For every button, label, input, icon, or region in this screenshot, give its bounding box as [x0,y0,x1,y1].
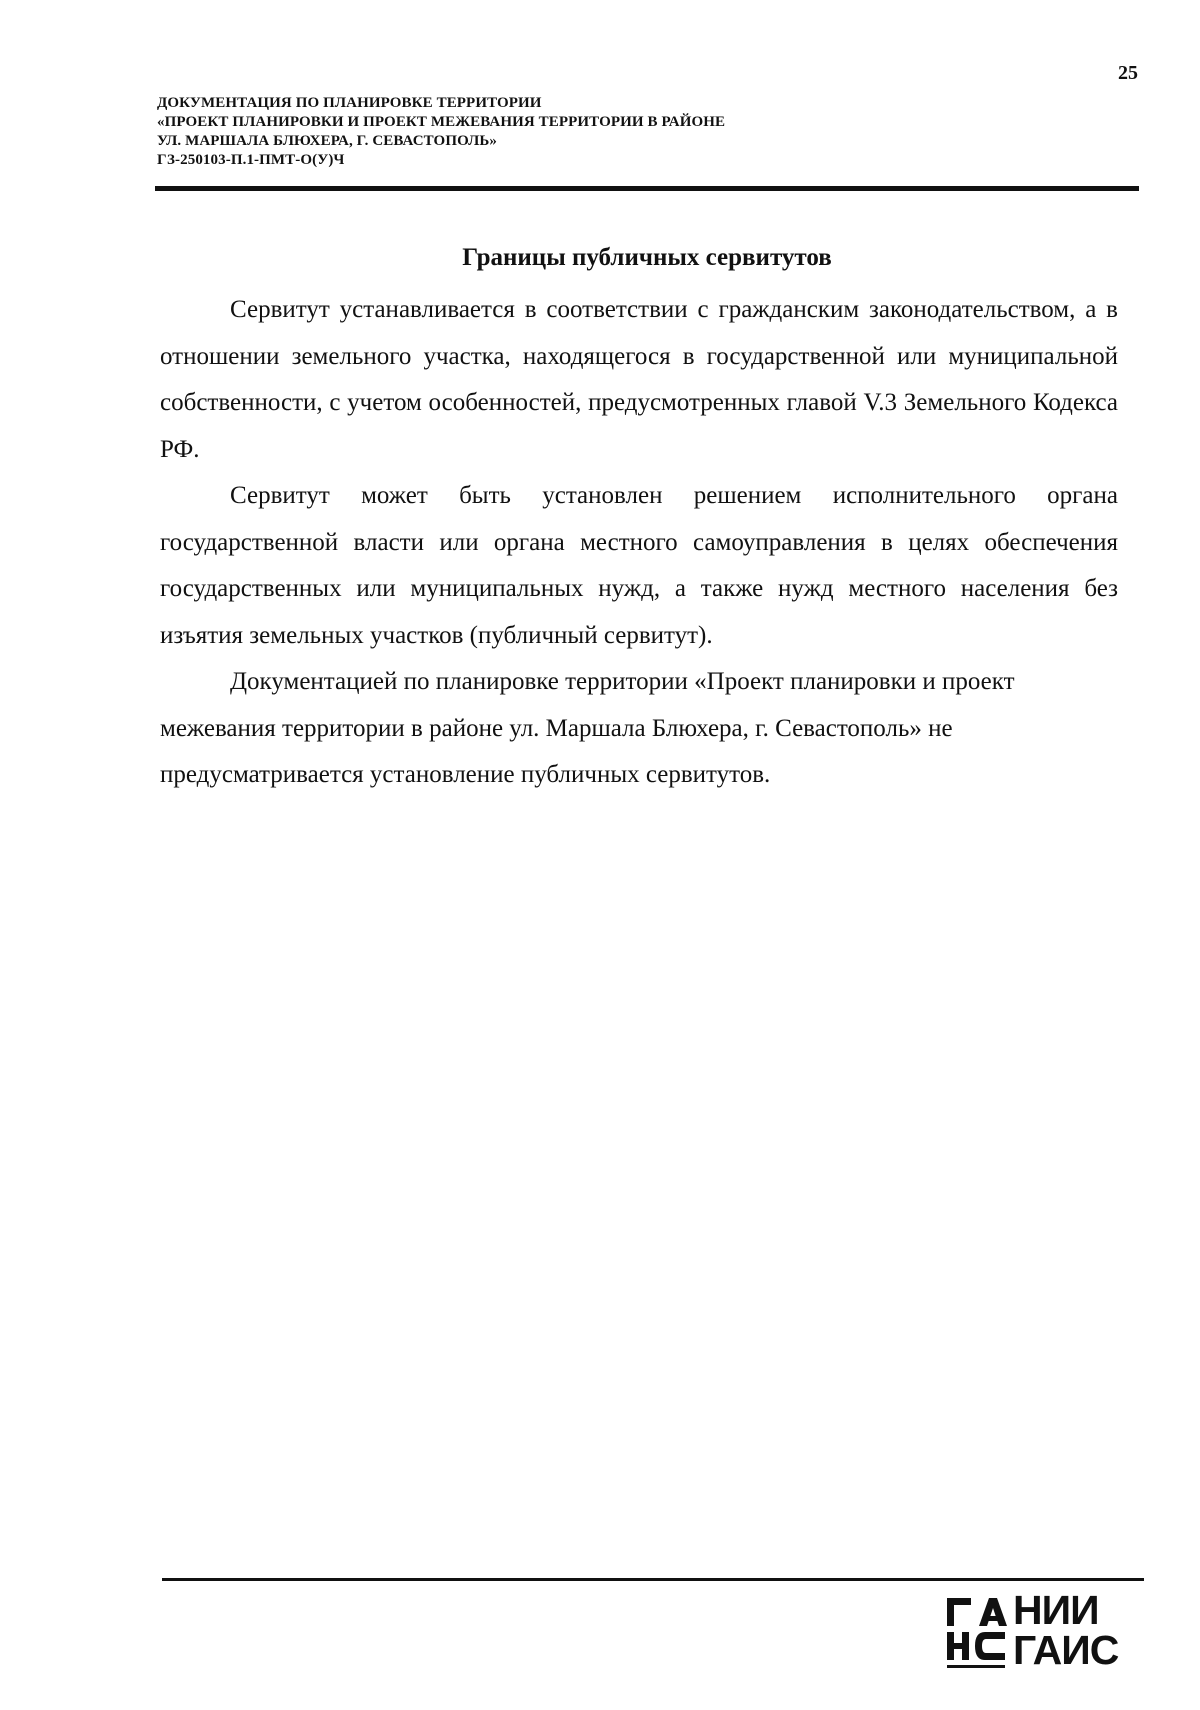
paragraph-3: Документацией по планировке территории «Проект планировки и проект межевания территории в районе ул. Маршала Блюхера, г. Севастополь» не предусматривается установление публичных сервитутов. [160,668,1015,788]
footer-divider [162,1578,1144,1581]
header-line-1: ДОКУМЕНТАЦИЯ ПО ПЛАНИРОВКЕ ТЕРРИТОРИИ [157,95,542,111]
header-line-2: «ПРОЕКТ ПЛАНИРОВКИ И ПРОЕКТ МЕЖЕВАНИЯ ТЕРРИТОРИИ В РАЙОНЕ [157,114,726,130]
header-line-3: УЛ. МАРШАЛА БЛЮХЕРА, Г. СЕВАСТОПОЛЬ» [157,133,498,149]
nii-gais-logo [945,1587,1125,1673]
paragraph-1: Сервитут устанавливается в соответствии с гражданским законодательством, а в отношении земельного участка, находящегося в государственной или муниципальной собственности, с учетом особенностей, предусмотренных главой V.3 Земельного Кодекса РФ. [160,296,1118,463]
logo-mark-icon [945,1592,1007,1672]
paragraph-2: Сервитут может быть установлен решением исполнительного органа государственной власти или органа местного самоуправления в целях обеспечения государственных или муниципальных нужд, а также нужд местного населения без изъятия земельных участков (публичный сервитут). [160,482,1118,649]
page-number: 25 [1118,62,1138,84]
logo-wordmark [1013,1587,1119,1673]
logo-text-line-2: ГАИС [1013,1627,1119,1673]
logo-text-line-1: НИИ [1013,1587,1099,1633]
document-header [157,94,1057,170]
header-document-code: ГЗ-250103-П.1-ПМТ-О(У)Ч [157,152,345,168]
body-text [160,287,1118,799]
header-divider [155,186,1139,191]
section-title: Границы публичных сервитутов [462,244,832,271]
